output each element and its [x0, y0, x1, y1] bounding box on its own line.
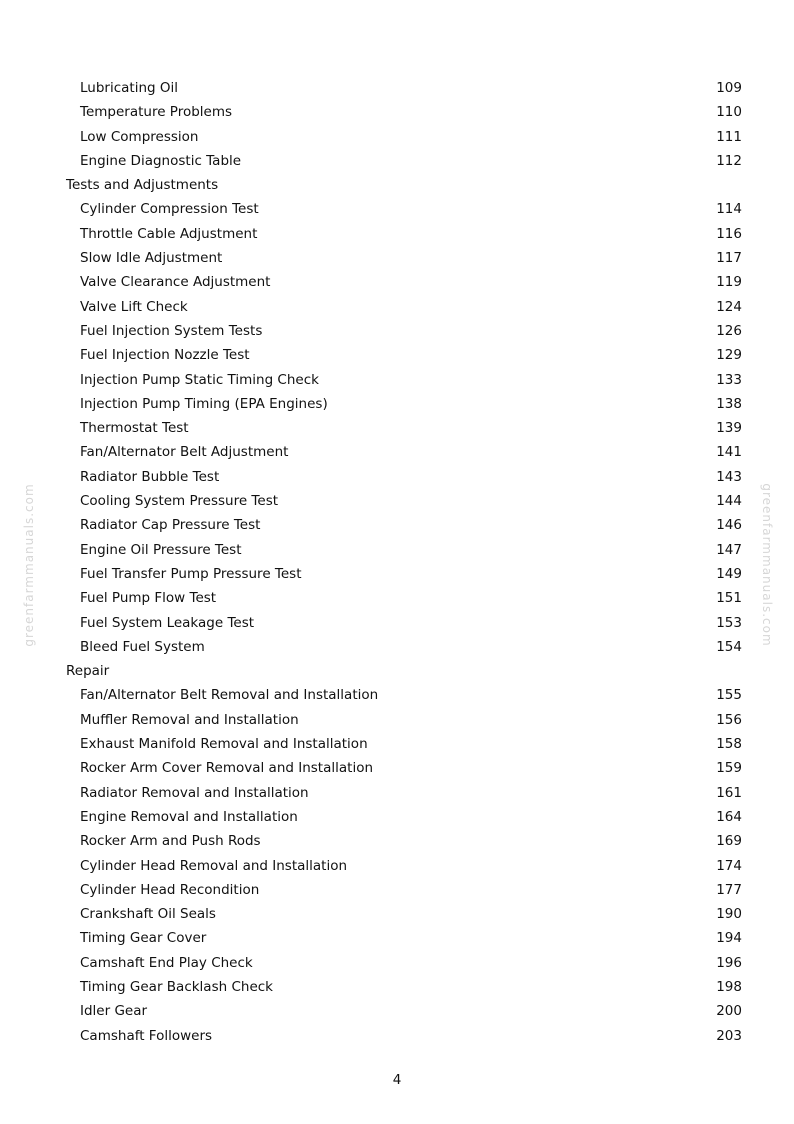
- toc-entry: [66, 562, 742, 586]
- toc-entry-page: 139: [716, 420, 742, 437]
- toc-entry-page: 155: [716, 687, 742, 704]
- watermark-right: greenfarmmanuals.com: [760, 483, 774, 647]
- toc-entry-title: Bleed Fuel System: [80, 638, 205, 655]
- toc-entry-title: Valve Clearance Adjustment: [80, 274, 271, 291]
- toc-entry-page: 119: [716, 274, 742, 291]
- toc-entry: [66, 125, 742, 149]
- toc-entry-title: Slow Idle Adjustment: [80, 250, 223, 267]
- toc-entry-title: Timing Gear Backlash Check: [80, 978, 273, 995]
- toc-entry-page: 156: [716, 711, 742, 728]
- toc-entry-page: 116: [716, 225, 742, 242]
- toc-entry: [66, 854, 742, 878]
- toc-entry: [66, 926, 742, 950]
- toc-entry: [66, 295, 742, 319]
- toc-entry-title: Throttle Cable Adjustment: [80, 225, 258, 242]
- toc-entry: [66, 270, 742, 294]
- toc-entry-page: 198: [716, 978, 742, 995]
- toc-entry: [66, 246, 742, 270]
- toc-entry: [66, 1024, 742, 1048]
- toc-entry-title: Fuel System Leakage Test: [80, 614, 255, 631]
- toc-entry: [66, 975, 742, 999]
- toc-entry: [66, 635, 742, 659]
- toc-entry-title: Fan/Alternator Belt Removal and Installation: [80, 687, 379, 704]
- toc-entry: [66, 319, 742, 343]
- toc-entry-title: Crankshaft Oil Seals: [80, 906, 216, 923]
- toc-entry: [66, 100, 742, 124]
- toc-entry-page: 154: [716, 638, 742, 655]
- toc-entry-title: Radiator Cap Pressure Test: [80, 517, 261, 534]
- toc-entry-title: Idler Gear: [80, 1003, 148, 1020]
- toc-entry: [66, 683, 742, 707]
- toc-entry: [66, 732, 742, 756]
- toc-entry-page: 114: [716, 201, 742, 218]
- toc-entry: [66, 149, 742, 173]
- toc-entry-page: 124: [716, 298, 742, 315]
- toc-entry: [66, 440, 742, 464]
- toc-entry-page: 151: [716, 590, 742, 607]
- toc-entry-title: Fuel Injection Nozzle Test: [80, 347, 250, 364]
- toc-entry-page: 164: [716, 808, 742, 825]
- toc-entry-page: 174: [716, 857, 742, 874]
- toc-entry-title: Muffler Removal and Installation: [80, 711, 299, 728]
- toc-entry-title: Injection Pump Static Timing Check: [80, 371, 319, 388]
- toc-entry-title: Engine Removal and Installation: [80, 808, 298, 825]
- toc-entry-page: 144: [716, 493, 742, 510]
- toc-entry-title: Exhaust Manifold Removal and Installation: [80, 736, 368, 753]
- toc-entry-page: 126: [716, 322, 742, 339]
- toc-entry: [66, 756, 742, 780]
- toc-entry-title: Fuel Transfer Pump Pressure Test: [80, 565, 302, 582]
- toc-entry-title: Injection Pump Timing (EPA Engines): [80, 395, 328, 412]
- toc-entry-page: 111: [716, 128, 742, 145]
- toc-entry-page: 138: [716, 395, 742, 412]
- toc-entry-title: Engine Diagnostic Table: [80, 152, 242, 169]
- toc-entry: [66, 708, 742, 732]
- toc-entry-title: Valve Lift Check: [80, 298, 188, 315]
- toc-entry-page: 133: [716, 371, 742, 388]
- toc-entry-page: 143: [716, 468, 742, 485]
- toc-entry: [66, 611, 742, 635]
- toc-entry-page: 200: [716, 1003, 742, 1020]
- toc-entry-page: 149: [716, 565, 742, 582]
- toc-entry: [66, 999, 742, 1023]
- toc-entry-page: 109: [716, 80, 742, 96]
- toc-entry: [66, 513, 742, 537]
- toc-entry-title: Rocker Arm and Push Rods: [80, 833, 261, 850]
- toc-entry-page: 177: [716, 881, 742, 898]
- toc-entry: [66, 902, 742, 926]
- toc-entry-title: Cylinder Compression Test: [80, 201, 259, 218]
- toc-entry: [66, 368, 742, 392]
- toc-entry-page: 169: [716, 833, 742, 850]
- toc-entry-title: Low Compression: [80, 128, 199, 145]
- toc-entry: [66, 465, 742, 489]
- toc-entry-page: 194: [716, 930, 742, 947]
- toc-entry-page: 112: [716, 152, 742, 169]
- toc-entry: [66, 392, 742, 416]
- toc-entry-title: Camshaft Followers: [80, 1027, 213, 1044]
- toc-entry: [66, 489, 742, 513]
- toc-entry: [66, 222, 742, 246]
- toc-entry: [66, 951, 742, 975]
- toc-entry-page: 129: [716, 347, 742, 364]
- toc-entry: [66, 416, 742, 440]
- toc-entry-title: Engine Oil Pressure Test: [80, 541, 242, 558]
- toc-entry-page: 146: [716, 517, 742, 534]
- toc-entry-page: 196: [716, 954, 742, 971]
- toc-entry-page: 147: [716, 541, 742, 558]
- toc-entry-title: Thermostat Test: [80, 420, 189, 437]
- toc-entry-title: Fan/Alternator Belt Adjustment: [80, 444, 289, 461]
- toc-entry: [66, 343, 742, 367]
- toc-entry-title: Fuel Pump Flow Test: [80, 590, 217, 607]
- toc-entry: [66, 829, 742, 853]
- toc-entry: [66, 878, 742, 902]
- toc-entry-page: 203: [716, 1027, 742, 1044]
- toc-entry: [66, 197, 742, 221]
- toc-entry-title: Lubricating Oil: [80, 80, 178, 96]
- toc-section-title: Tests and Adjustments: [66, 177, 219, 194]
- toc-entry-page: 117: [716, 250, 742, 267]
- toc-section-title: Repair: [66, 663, 110, 680]
- toc-entry: [66, 586, 742, 610]
- toc-entry-title: Rocker Arm Cover Removal and Installation: [80, 760, 374, 777]
- toc-entry-title: Temperature Problems: [80, 104, 233, 121]
- toc-entry-page: 110: [716, 104, 742, 121]
- watermark-left: greenfarmmanuals.com: [22, 483, 36, 647]
- toc-entry-title: Timing Gear Cover: [80, 930, 207, 947]
- toc-section-heading: [66, 173, 742, 197]
- table-of-contents: [66, 76, 742, 1048]
- toc-entry: [66, 805, 742, 829]
- toc-entry-title: Radiator Bubble Test: [80, 468, 220, 485]
- toc-entry-page: 153: [716, 614, 742, 631]
- toc-entry-page: 158: [716, 736, 742, 753]
- page-number: 4: [392, 1072, 402, 1088]
- toc-entry-page: 141: [716, 444, 742, 461]
- toc-entry-title: Camshaft End Play Check: [80, 954, 253, 971]
- toc-entry-page: 159: [716, 760, 742, 777]
- toc-entry-page: 190: [716, 906, 742, 923]
- toc-section-heading: [66, 659, 742, 683]
- toc-entry-title: Cylinder Head Removal and Installation: [80, 857, 348, 874]
- toc-entry: [66, 76, 742, 100]
- toc-entry-title: Cylinder Head Recondition: [80, 881, 260, 898]
- toc-entry-title: Fuel Injection System Tests: [80, 322, 263, 339]
- toc-entry-page: 161: [716, 784, 742, 801]
- toc-entry-title: Cooling System Pressure Test: [80, 493, 279, 510]
- toc-entry-title: Radiator Removal and Installation: [80, 784, 309, 801]
- toc-entry: [66, 781, 742, 805]
- toc-entry: [66, 538, 742, 562]
